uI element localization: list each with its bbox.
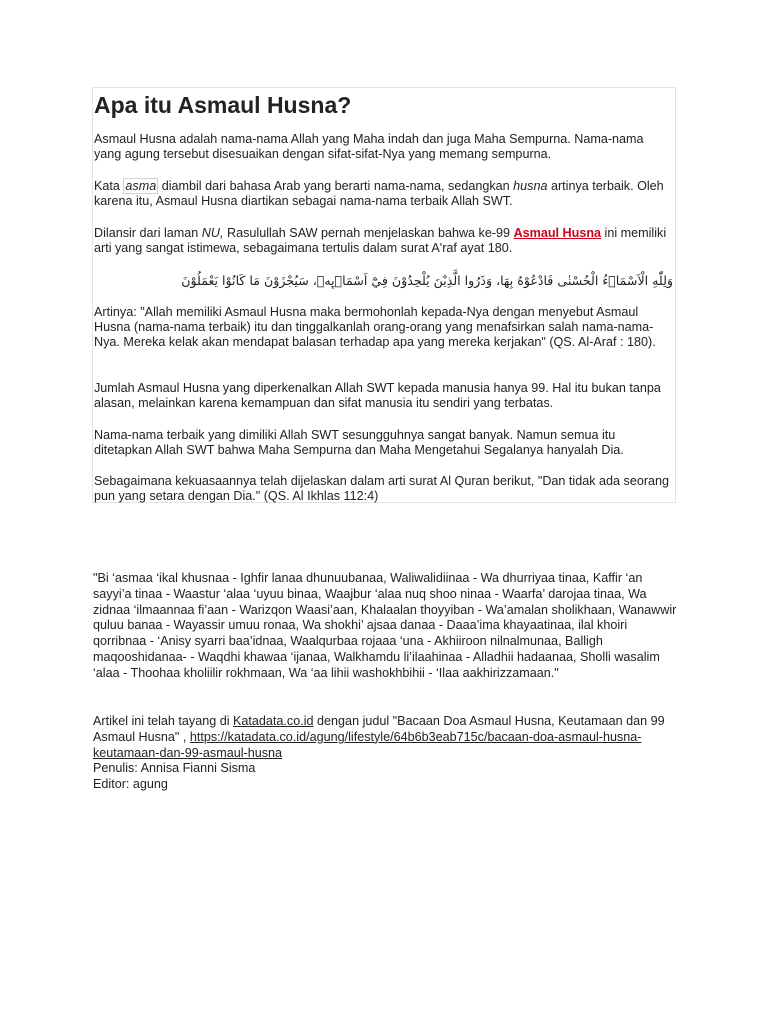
- term-asma: asma: [125, 179, 157, 193]
- paragraph-text: artinya terbaik. Oleh karena itu, Asmaul Husna diartikan sebagai nama-nama terbaik Allah SWT.: [94, 179, 664, 208]
- term-husna: husna: [513, 179, 548, 193]
- paragraph-text: Rasulullah SAW pernah menjelaskan bahwa ke-99: [223, 226, 514, 240]
- paragraph-hadith: [94, 226, 673, 256]
- doa-text: "Bi ‘asmaa ‘ikal khusnaa - Ighfir lanaa dhunuubanaa, Waliwalidiinaa - Wa dhurriyaa tinaa, Kaffir ‘an sayyi’a tinaa - Waastur ‘alaa ‘uyuu binaa, Waajbur ‘alaa nuq shoo ninaa - Waarfa’ darojaa tinaa, Wa zidnaa ‘ilmaannaa fi’aan - Warizqon Waasi’aan, Khalaalan thoyyiban - Wa’amalan sholikhaan, Wanawwir quluu banaa - Wayassir umuu ronaa, Wa shokhi’ ajsaa danaa - Daaa’ima khayaatinaa, ilal khoiri qorribnaa - ‘Anisy syarri baa’idnaa, Waalqurbaa rojaaa ‘una - Akhiiroon nilnalmunaa, Balligh maqooshidanaa- - Waqdhi khawaa ‘ijanaa, Walkhamdu li’ilaahinaa - Alladhii hadaanaa, Sholli wasalim ‘alaa - Thoohaa kholiilir rokhmaan, Wa ‘aa lihii washokhbihii - ‘Ilaa aakhirizzamaan.": [93, 571, 677, 680]
- credit-line: [93, 714, 683, 761]
- source-nu: NU,: [201, 226, 224, 240]
- paragraph-ikhlas: Sebagaimana kekuasaannya telah dijelaskan dalam arti surat Al Quran berikut, "Dan tidak ada seorang pun yang setara dengan Dia." (QS. Al Ikhlas 112:4): [94, 474, 670, 503]
- author-line: Penulis: Annisa Fianni Sisma: [93, 761, 256, 776]
- doa-section: [93, 571, 683, 682]
- paragraph-text: Kata: [94, 179, 124, 193]
- paragraph-count: Jumlah Asmaul Husna yang diperkenalkan Allah SWT kepada manusia hanya 99. Hal itu bukan tanpa alasan, melainkan karena kemampuan dan sifat manusia itu sendiri yang terbatas.: [94, 381, 661, 410]
- paragraph-text: diambil dari bahasa Arab yang berarti nama-nama, sedangkan: [158, 179, 514, 193]
- editor-line: Editor: agung: [93, 777, 168, 792]
- arabic-verse: وَلِلّٰهِ الْاَسْمَاۤءُ الْحُسْنٰى فَادْعُوْهُ بِهَا، وَذَرُوا الَّذِيْنَ يُلْحِدُوْنَ فِيْٓ اَسْمَاۤىِٕهٖ، سَيُجْزَوْنَ مَا كَانُوْا يَعْمَلُوْنَ: [181, 273, 673, 288]
- article-header: [94, 88, 351, 119]
- paragraph-definition: Asmaul Husna adalah nama-nama Allah yang Maha indah dan juga Maha Sempurna. Nama-nama yang agung tersebut disesuaikan dengan sifat-sifat-Nya yang memang sempurna.: [94, 132, 644, 161]
- article-url-link[interactable]: https://katadata.co.id/agung/lifestyle/64b6b3eab715c/bacaan-doa-asmaul-husna-keutamaan-dan-99-asmaul-husna: [93, 729, 642, 760]
- paragraph-translation: Artinya: "Allah memiliki Asmaul Husna maka bermohonlah kepada-Nya dengan menyebut Asmaul Husna (nama-nama terbaik) itu dan tinggalkanlah orang-orang yang menafsirkan salah nama-nama-Nya. Mereka kelak akan mendapat balasan terhadap apa yang mereka kerjakan" (QS. Al-Araf : 180).: [94, 305, 656, 349]
- paragraph-etymology: [94, 179, 673, 209]
- credit-section: [93, 714, 683, 793]
- katadata-link[interactable]: Katadata.co.id: [233, 714, 314, 728]
- page-title: Apa itu Asmaul Husna?: [94, 92, 352, 118]
- paragraph-names: Nama-nama terbaik yang dimiliki Allah SWT sesungguhnya sangat banyak. Namun semua itu ditetapkan Allah SWT bahwa Maha Sempurna dan Maha Mengetahui Segalanya hanyalah Dia.: [94, 428, 624, 457]
- article-box: [92, 87, 676, 503]
- credit-text: dengan judul "Bacaan Doa Asmaul Husna, Keutamaan dan 99 Asmaul Husna" ,: [93, 714, 665, 744]
- asmaul-husna-link[interactable]: Asmaul Husna: [513, 226, 602, 240]
- paragraph-text: ini memiliki arti yang sangat istimewa, sebagaimana tertulis dalam surat A'raf ayat 180.: [94, 226, 667, 255]
- paragraph-text: Dilansir dari laman: [94, 226, 202, 240]
- credit-text: Artikel ini telah tayang di: [93, 714, 234, 728]
